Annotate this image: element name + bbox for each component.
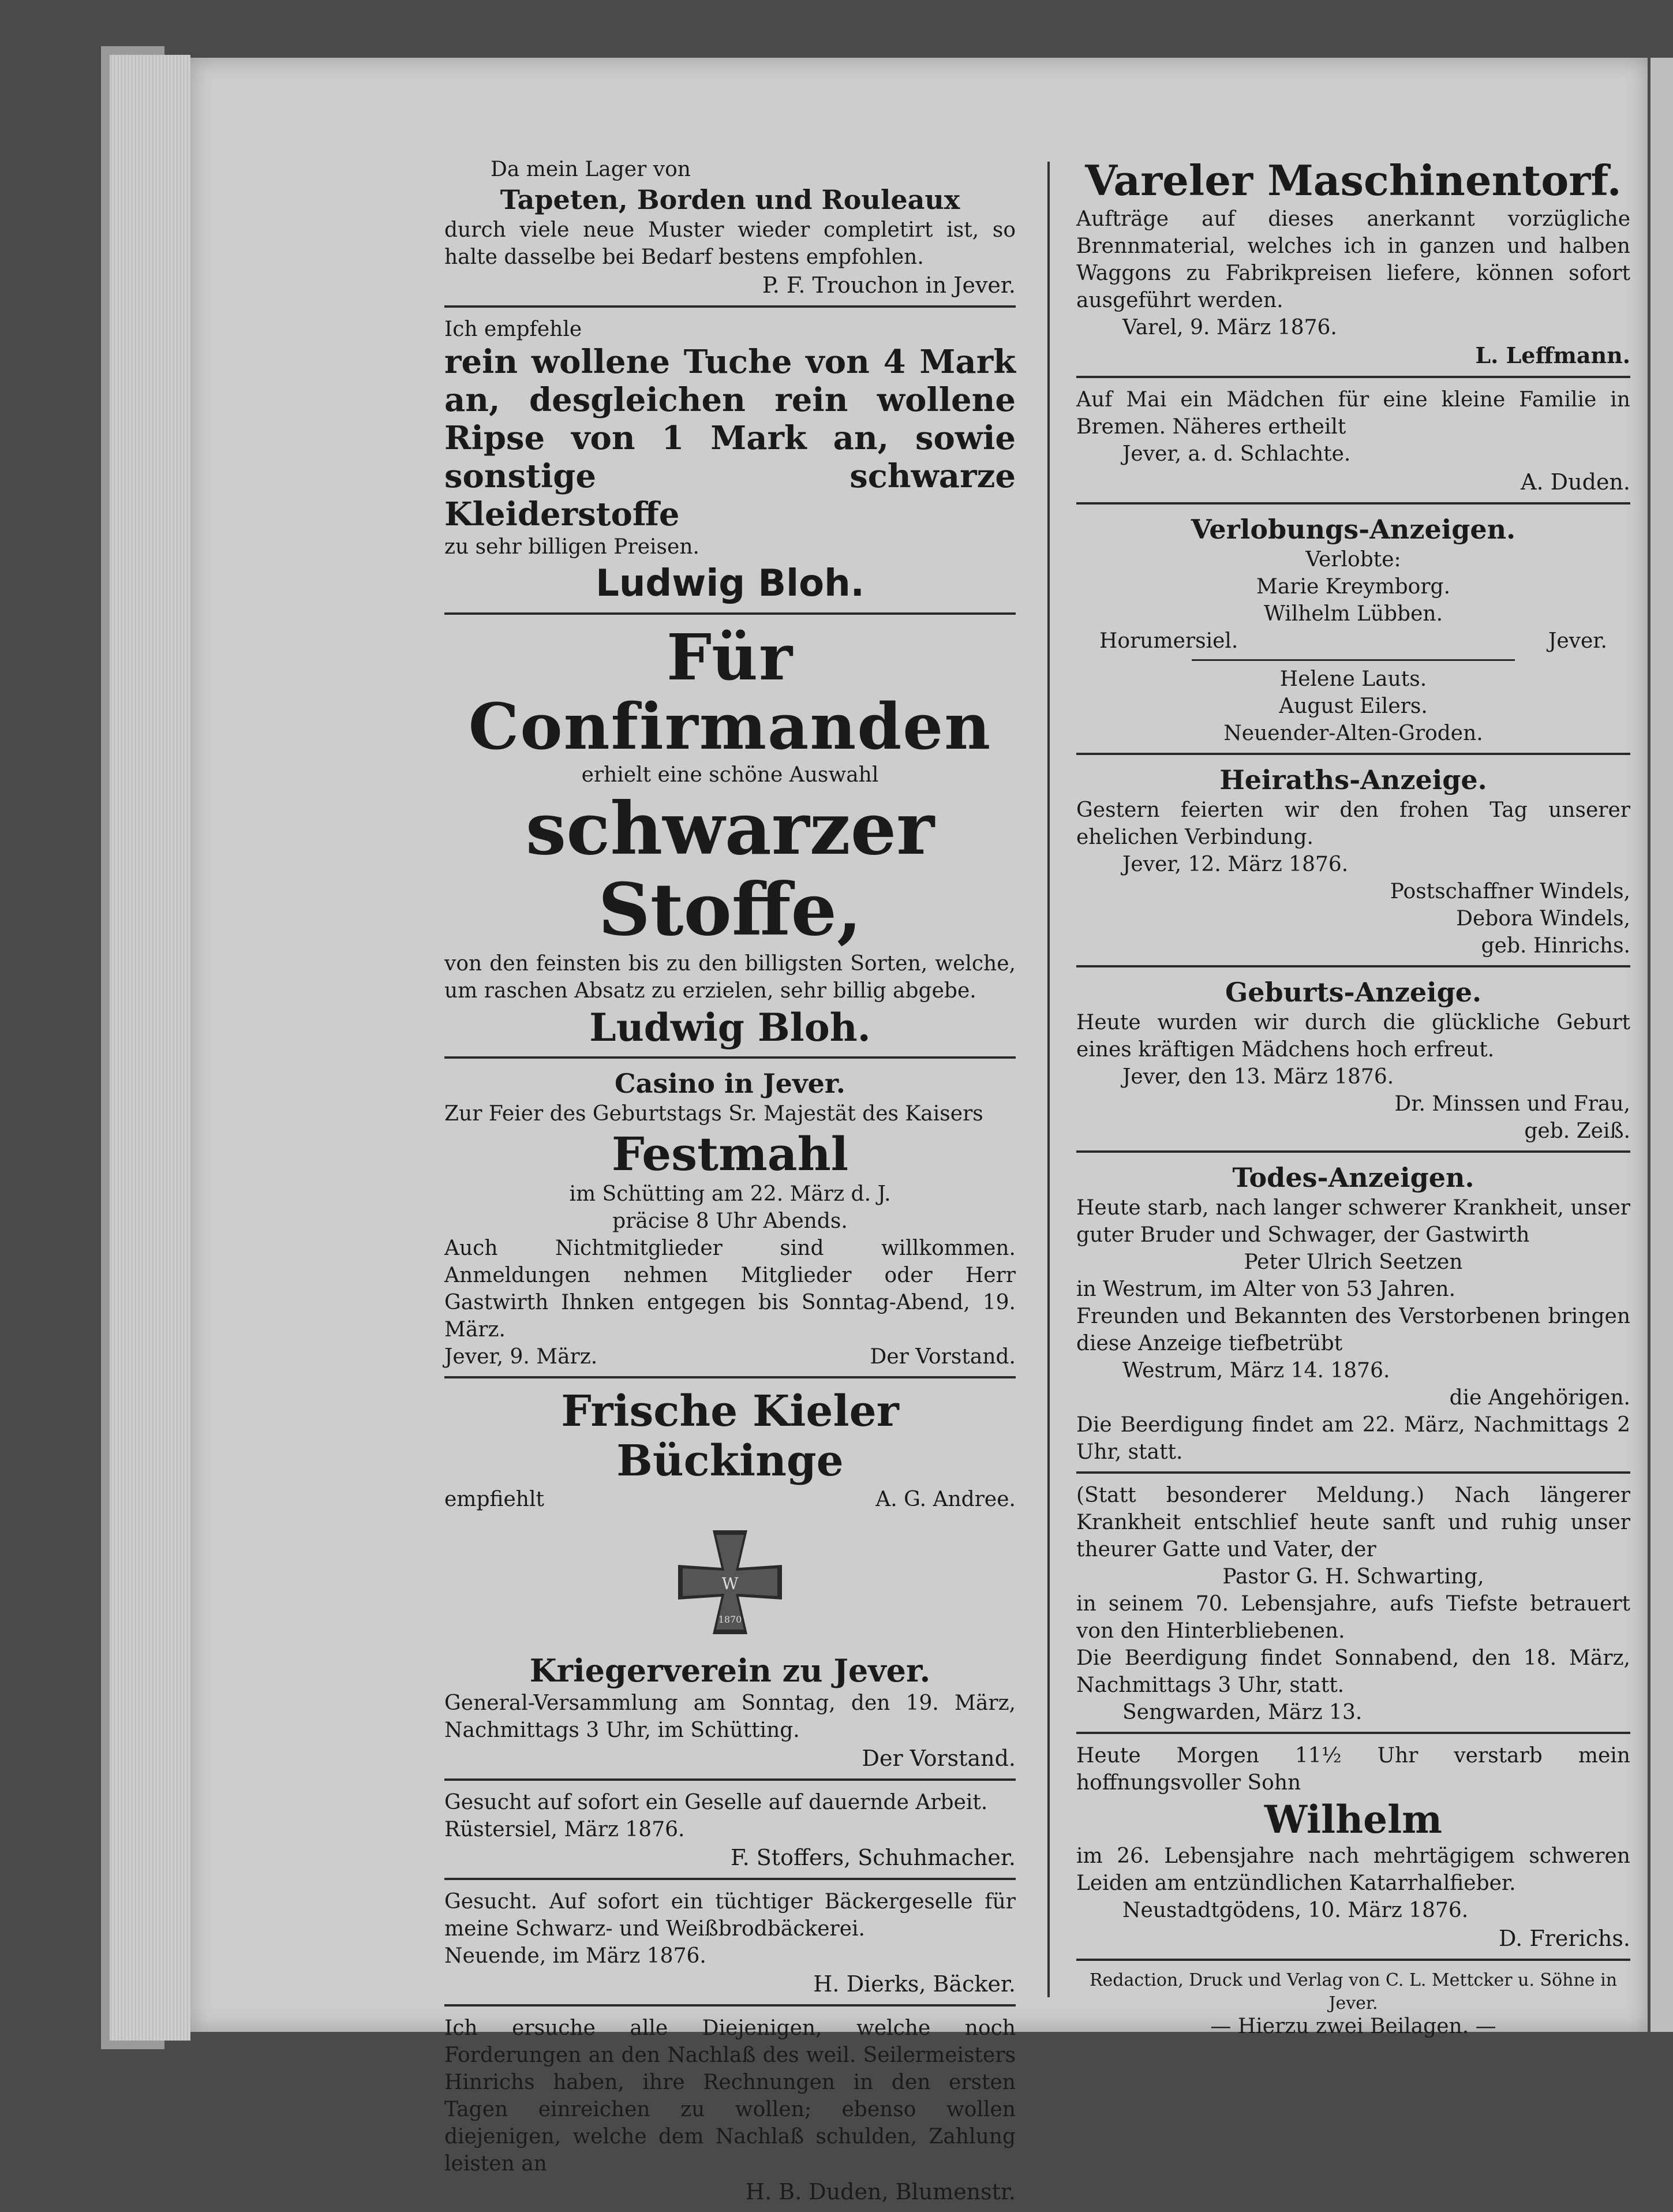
ad-signature: P. F. Trouchon in Jever. — [762, 272, 1016, 298]
ad-line: Jever, a. d. Schlachte. — [1122, 442, 1351, 466]
ad-signature: Debora Windels, — [1456, 907, 1630, 931]
separator-short — [1192, 659, 1515, 661]
ad-place: Sengwarden, März 13. — [1122, 1701, 1363, 1724]
ad-nachlass — [444, 2015, 1016, 2206]
iron-cross-wrap — [444, 1525, 1016, 1640]
ad-body: General-Versammlung am Sonntag, den 19. März, Nachmittags 3 Uhr, im Schütting. — [444, 1691, 1016, 1742]
ad-signature: F. Stoffers, Schuhmacher. — [731, 1845, 1016, 1870]
separator — [1076, 965, 1630, 967]
ad-place: Jever. — [1548, 629, 1607, 653]
ad-signature: L. Leffmann. — [1475, 342, 1630, 368]
ad-body: Die Beerdigung findet Sonnabend, den 18. März, Nachmittags 3 Uhr, statt. — [1076, 1646, 1630, 1697]
imprint: Redaction, Druck und Verlag von C. L. Mettcker u. Söhne in Jever. — [1089, 1970, 1618, 2013]
ad-body: in seinem 70. Lebensjahre, aufs Tiefste betrauert von den Hinterbliebenen. — [1076, 1592, 1630, 1643]
ad-signature: A. G. Andree. — [875, 1488, 1016, 1511]
ad-line: präcise 8 Uhr Abends. — [612, 1209, 848, 1233]
ad-maedchen — [1076, 386, 1630, 496]
ad-signature: A. Duden. — [1521, 469, 1630, 495]
ad-headline: rein wollene Tuche von 4 Mark an, desgleichen rein wollene Ripse von 1 Mark an, sowie sonstige schwarze Kleiderstoffe — [444, 343, 1016, 533]
ad-kriegerverein — [444, 1525, 1016, 1773]
ad-body: Die Beerdigung findet am 22. März, Nachmittags 2 Uhr, statt. — [1076, 1413, 1630, 1464]
ad-body: Gesucht auf sofort ein Geselle auf dauernde Arbeit. — [444, 1791, 988, 1814]
ad-place: Westrum, März 14. 1876. — [1122, 1359, 1390, 1383]
ad-big-text: schwarzer Stoffe, — [525, 787, 935, 952]
ad-confirmanden — [444, 620, 1016, 1051]
ad-footer-row — [444, 1343, 1016, 1370]
ad-headline: Tapeten, Borden und Rouleaux — [500, 184, 960, 215]
ad-tod-schwarting — [1076, 1482, 1630, 1726]
ad-signature: Dr. Minssen und Frau, — [1394, 1092, 1630, 1116]
ad-signature: Der Vorstand. — [870, 1345, 1016, 1369]
separator — [444, 305, 1016, 308]
ad-headline: Heiraths-Anzeige. — [1219, 764, 1487, 795]
ad-body: Auf Mai ein Mädchen für eine kleine Familie in Bremen. Näheres ertheilt — [1076, 388, 1630, 439]
column-divider — [1047, 162, 1050, 1997]
ad-body: von den feinsten bis zu den billigsten Sorten, welche, um raschen Absatz zu erzielen, sehr billig abgebe. — [444, 952, 1016, 1003]
ad-name: Helene Lauts. — [1279, 667, 1427, 691]
ad-place: Jever, 9. März. — [444, 1345, 598, 1369]
ad-headline: Vareler Maschinentorf. — [1085, 156, 1622, 205]
ad-geselle — [444, 1789, 1016, 1872]
ad-name: Wilhelm Lübben. — [1263, 602, 1443, 626]
ad-places-row — [1076, 627, 1630, 655]
left-column — [444, 156, 1016, 2212]
ad-maschinentorf — [1076, 156, 1630, 370]
ad-headline: Verlobungs-Anzeigen. — [1191, 514, 1516, 545]
separator — [444, 1878, 1016, 1880]
ad-headline: Kriegerverein zu Jever. — [529, 1652, 931, 1689]
ad-place: Jever, 12. März 1876. — [1122, 853, 1349, 876]
separator — [1076, 1959, 1630, 1961]
ad-place: Neuender-Alten-Groden. — [1223, 722, 1483, 745]
ad-headline: Geburts-Anzeige. — [1225, 977, 1482, 1008]
ad-signature: Ludwig Bloh. — [589, 1005, 871, 1050]
ad-signature: D. Frerichs. — [1499, 1926, 1630, 1951]
ad-body: Heute wurden wir durch die glückliche Geburt eines kräftigen Mädchens hoch erfreut. — [1076, 1011, 1630, 1062]
ad-body: Aufträge auf dieses anerkannt vorzügliche Brennmaterial, welches ich in ganzen und halben Waggons zu Fabrikpreisen liefere, können sofort ausgeführt werden. — [1076, 207, 1630, 312]
ad-heirath — [1076, 763, 1630, 959]
ad-tuche — [444, 316, 1016, 607]
separator — [1076, 1471, 1630, 1474]
ad-intro: Da mein Lager von — [491, 158, 691, 181]
ad-signature: geb. Hinrichs. — [1481, 934, 1630, 958]
page-stack-edge — [110, 55, 190, 2041]
ad-baecker — [444, 1888, 1016, 1998]
separator — [1076, 1150, 1630, 1153]
ad-signature: geb. Zeiß. — [1524, 1119, 1630, 1143]
facing-page-edge — [1650, 58, 1673, 2032]
ad-headline: Todes-Anzeigen. — [1232, 1162, 1474, 1193]
ad-intro: empfiehlt — [444, 1488, 544, 1511]
ad-name: August Eilers. — [1279, 694, 1428, 718]
ad-footer-row — [444, 1486, 1016, 1513]
ad-name: Pastor G. H. Schwarting, — [1222, 1565, 1484, 1589]
ad-body: Zur Feier des Geburtstags Sr. Majestät des Kaisers — [444, 1102, 983, 1126]
separator — [1076, 502, 1630, 505]
ad-signature: H. Dierks, Bäcker. — [813, 1971, 1016, 1997]
ad-body: Heute starb, nach langer schwerer Krankheit, unser guter Bruder und Schwager, der Gastwirth — [1076, 1196, 1630, 1247]
separator — [444, 612, 1016, 615]
cross-letter: W — [721, 1574, 739, 1593]
ad-place: Neustadtgödens, 10. März 1876. — [1122, 1899, 1469, 1922]
ad-body: Auch Nichtmitglieder sind willkommen. Anmeldungen nehmen Mitglieder oder Herr Gastwirth Ihnken entgegen bis Sonntag-Abend, 19. März. — [444, 1236, 1016, 1342]
ad-headline: Frische Kieler Bückinge — [561, 1387, 899, 1486]
ad-geburt — [1076, 976, 1630, 1145]
ad-name: Wilhelm — [1264, 1797, 1442, 1842]
ad-place: Horumersiel. — [1099, 629, 1238, 653]
ad-body: zu sehr billigen Preisen. — [444, 535, 699, 559]
ad-place: Neuende, im März 1876. — [444, 1944, 706, 1968]
separator — [444, 1376, 1016, 1378]
ad-body: Freunden und Bekannten des Verstorbenen bringen diese Anzeige tiefbetrübt — [1076, 1305, 1630, 1355]
ad-body: (Statt besonderer Meldung.) Nach längerer Krankheit entschlief heute sanft und ruhig unser theurer Gatte und Vater, der — [1076, 1484, 1630, 1561]
ad-casino — [444, 1067, 1016, 1370]
supplement-note: — Hierzu zwei Beilagen. — — [1210, 2015, 1496, 2038]
ad-body: durch viele neue Muster wieder completirt ist, so halte dasselbe bei Bedarf bestens empfohlen. — [444, 218, 1016, 269]
ad-signature: H. B. Duden, Blumenstr. — [745, 2179, 1016, 2204]
iron-cross-icon — [672, 1525, 788, 1640]
ad-buckinge — [444, 1387, 1016, 1513]
separator — [1076, 1732, 1630, 1734]
ad-signature: Postschaffner Windels, — [1390, 880, 1630, 903]
ad-body: Ich ersuche alle Diejenigen, welche noch Forderungen an den Nachlaß des weil. Seilermeisters Hinrichs haben, ihre Rechnungen in den ersten Tagen einreichen zu wollen; ebenso wollen diejenigen, welche dem Nachlaß schulden, Zahlung leisten an — [444, 2016, 1016, 2176]
separator — [444, 1056, 1016, 1059]
ad-body: im 26. Lebensjahre nach mehrtägigem schweren Leiden am entzündlichen Katarrhalfieber. — [1076, 1844, 1630, 1895]
ad-intro: Ich empfehle — [444, 317, 582, 341]
right-column — [1076, 156, 1630, 2038]
ad-body: Heute Morgen 11½ Uhr verstarb mein hoffnungsvoller Sohn — [1076, 1744, 1630, 1795]
separator — [444, 1778, 1016, 1781]
ad-body: Gestern feierten wir den frohen Tag unserer ehelichen Verbindung. — [1076, 798, 1630, 849]
ad-name: Marie Kreymborg. — [1256, 575, 1451, 599]
separator — [444, 2004, 1016, 2007]
ad-place: Rüstersiel, März 1876. — [444, 1818, 685, 1841]
ad-name: Peter Ulrich Seetzen — [1244, 1250, 1463, 1274]
ad-body: Gesucht. Auf sofort ein tüchtiger Bäckergeselle für meine Schwarz- und Weißbrodbäckerei. — [444, 1890, 1016, 1941]
ad-body: in Westrum, im Alter von 53 Jahren. — [1076, 1277, 1456, 1301]
ad-headline: Casino in Jever. — [615, 1068, 845, 1099]
ad-verlobung — [1076, 513, 1630, 747]
ad-signature: Der Vorstand. — [862, 1746, 1016, 1771]
ad-place: Varel, 9. März 1876. — [1122, 316, 1337, 339]
ad-line: im Schütting am 22. März d. J. — [569, 1182, 891, 1206]
ad-signature: Ludwig Bloh. — [596, 562, 864, 605]
ad-headline: Für Confirmanden — [468, 620, 992, 764]
ad-signature: die Angehörigen. — [1449, 1386, 1630, 1410]
ad-tod-wilhelm — [1076, 1742, 1630, 1953]
ad-tapeten — [444, 156, 1016, 300]
ad-big-text: Festmahl — [611, 1127, 849, 1181]
ad-tod-seetzen — [1076, 1161, 1630, 1466]
separator — [1076, 376, 1630, 378]
ad-label: Verlobte: — [1305, 548, 1401, 571]
cross-year: 1870 — [718, 1614, 742, 1625]
ad-place: Jever, den 13. März 1876. — [1122, 1065, 1394, 1089]
separator — [1076, 753, 1630, 755]
ad-intro: erhielt eine schöne Auswahl — [581, 763, 879, 787]
